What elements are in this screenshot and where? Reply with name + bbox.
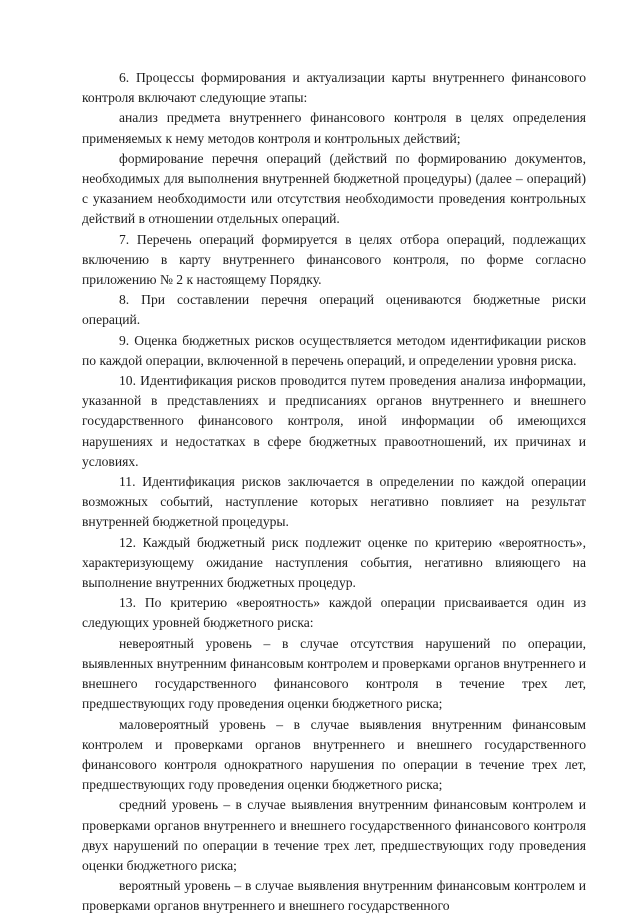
paragraph-7: 7. Перечень операций формируется в целях отбора операций, подлежащих включению в карту внутреннего финансового контроля, по форме согласно приложению № 2 к настоящему Порядку. bbox=[82, 231, 586, 288]
paragraph-10: 10. Идентификация рисков проводится путем проведения анализа информации, указанной в представлениях и предписаниях органов внутреннего и внешнего государственного финансового контроля, иной информации об имеющихся нарушениях и недостатках в сфере бюджетных правоотношений, их причинах и условиях. bbox=[82, 373, 586, 469]
risk-level-probable: вероятный уровень – в случае выявления внутренним финансовым контролем и проверками органов внутреннего и внешнего государственного bbox=[82, 878, 586, 914]
paragraph-11: 11. Идентификация рисков заключается в определении по каждой операции возможных событий, наступление которых негативно повлияет на результат внутренней бюджетной процедуры. bbox=[82, 474, 586, 530]
paragraph-12: 12. Каждый бюджетный риск подлежит оценке по критерию «вероятность», характеризующему ожидание наступления события, негативно влияющего на выполнение внутренних бюджетных процедур. bbox=[82, 534, 586, 591]
paragraph-6-intro: 6. Процессы формирования и актуализации карты внутреннего финансового контроля включают следующие этапы: bbox=[82, 70, 586, 106]
risk-level-unlikely: маловероятный уровень – в случае выявления внутренним финансовым контролем и проверками органов внутреннего и внешнего государственного финансового контроля однократного нарушения по операции в течение трех лет, предшествующих году проведения оценки бюджетного риска; bbox=[82, 716, 586, 793]
paragraph-13: 13. По критерию «вероятность» каждой операции присваивается один из следующих уровней бюджетного риска: bbox=[82, 595, 586, 631]
document-page bbox=[82, 68, 586, 917]
risk-level-medium: средний уровень – в случае выявления внутренним финансовым контролем и проверками органов внутреннего и внешнего государственного финансового контроля двух нарушений по операции в течение трех лет, предшествующих году проведения оценки бюджетного риска; bbox=[82, 797, 586, 873]
paragraph-8: 8. При составлении перечня операций оцениваются бюджетные риски операций. bbox=[82, 292, 586, 328]
risk-level-improbable: невероятный уровень – в случае отсутствия нарушений по операции, выявленных внутренним финансовым контролем и проверками органов внутреннего и внешнего государственного финансового контроля в течение трех лет, предшествующих году проведения оценки бюджетного риска; bbox=[82, 635, 586, 712]
paragraph-6-operations-list: формирование перечня операций (действий по формированию документов, необходимых для выполнения внутренней бюджетной процедуры) (далее – операций) с указанием необходимости или отсутствия необходимости проведения контрольных действий в отношении отдельных операций. bbox=[82, 150, 586, 227]
paragraph-9: 9. Оценка бюджетных рисков осуществляется методом идентификации рисков по каждой операции, включенной в перечень операций, и определении уровня риска. bbox=[82, 332, 586, 368]
paragraph-6-analysis: анализ предмета внутреннего финансового контроля в целях определения применяемых к нему методов контроля и контрольных действий; bbox=[82, 110, 586, 146]
